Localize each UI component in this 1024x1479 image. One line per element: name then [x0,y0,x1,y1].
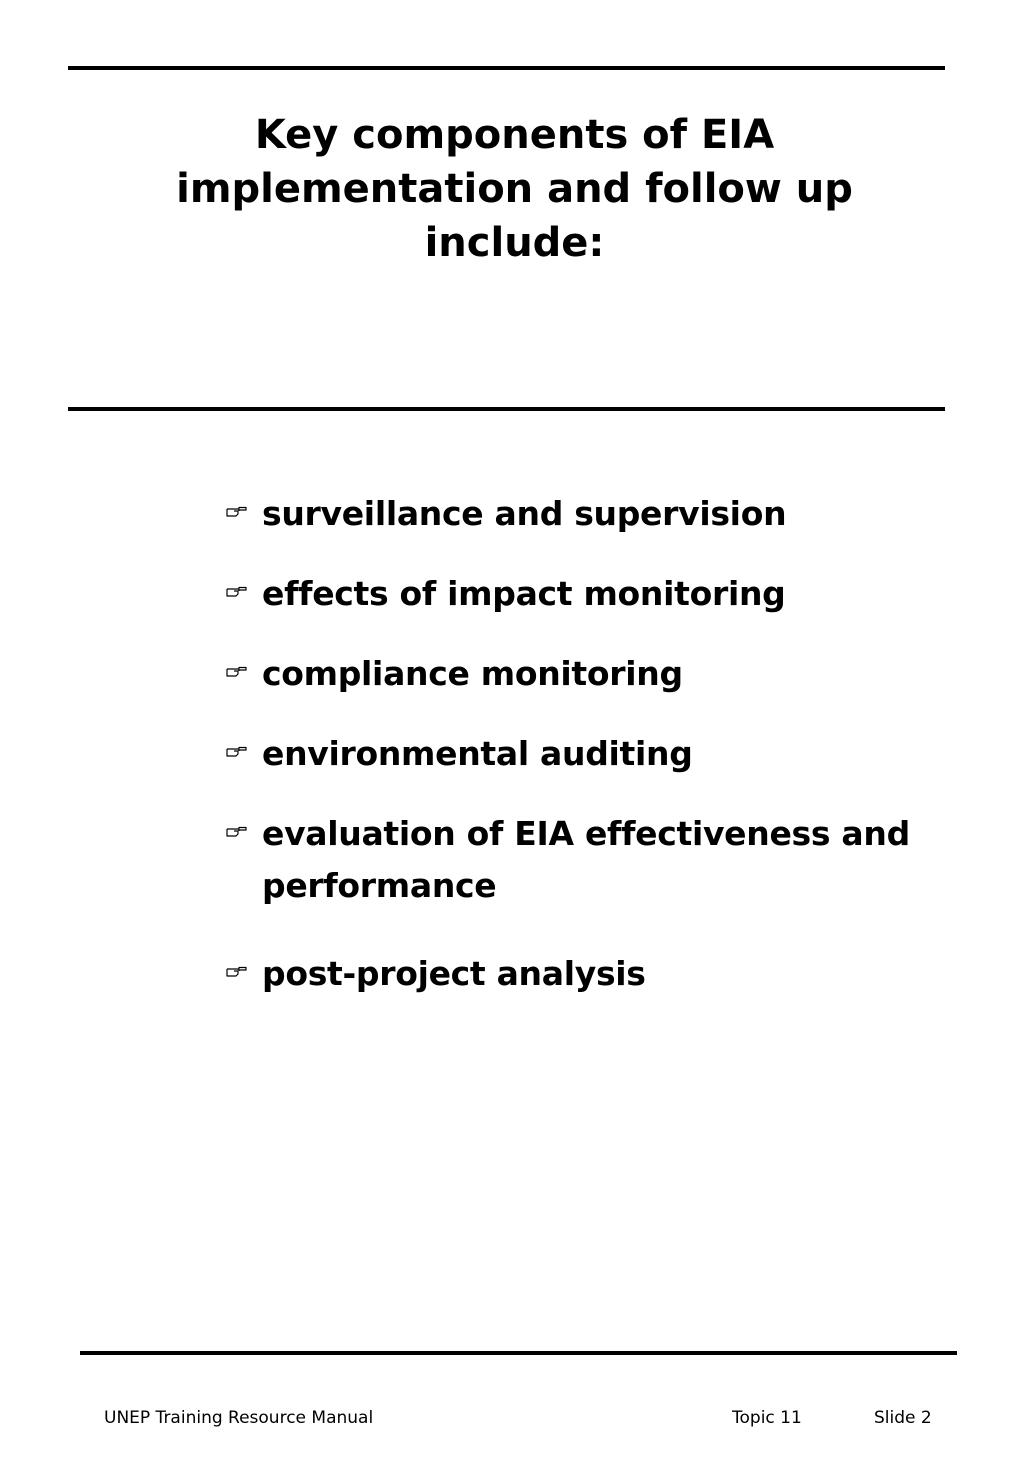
bullet-text: evaluation of EIA effectiveness and [262,814,910,853]
pointing-hand-icon [226,823,248,839]
bullet-text: surveillance and supervision [262,494,787,533]
bullet-text: effects of impact monitoring [262,574,786,613]
pointing-hand-icon [226,503,248,519]
slide-title [68,108,961,270]
list-item [226,808,926,912]
list-item [226,728,926,780]
bullet-text: compliance monitoring [262,654,683,693]
list-item [226,648,926,700]
list-item [226,488,926,540]
list-item [226,568,926,620]
title-line-3: include: [424,220,605,266]
title-line-2: implementation and follow up [176,166,853,212]
pointing-hand-icon [226,963,248,979]
middle-divider [68,407,945,411]
bullet-list [226,488,926,1028]
pointing-hand-icon [226,743,248,759]
bullet-text: post-project analysis [262,954,646,993]
footer-manual-name: UNEP Training Resource Manual [104,1408,374,1428]
list-item [226,948,926,1000]
top-divider [68,66,945,70]
bullet-text-continuation: performance [262,866,497,905]
bullet-text: environmental auditing [262,734,693,773]
pointing-hand-icon [226,583,248,599]
footer-topic-number: Topic 11 [732,1408,802,1428]
title-line-1: Key components of EIA [254,112,775,158]
footer-slide-number: Slide 2 [874,1408,932,1428]
bottom-divider [80,1351,957,1355]
pointing-hand-icon [226,663,248,679]
